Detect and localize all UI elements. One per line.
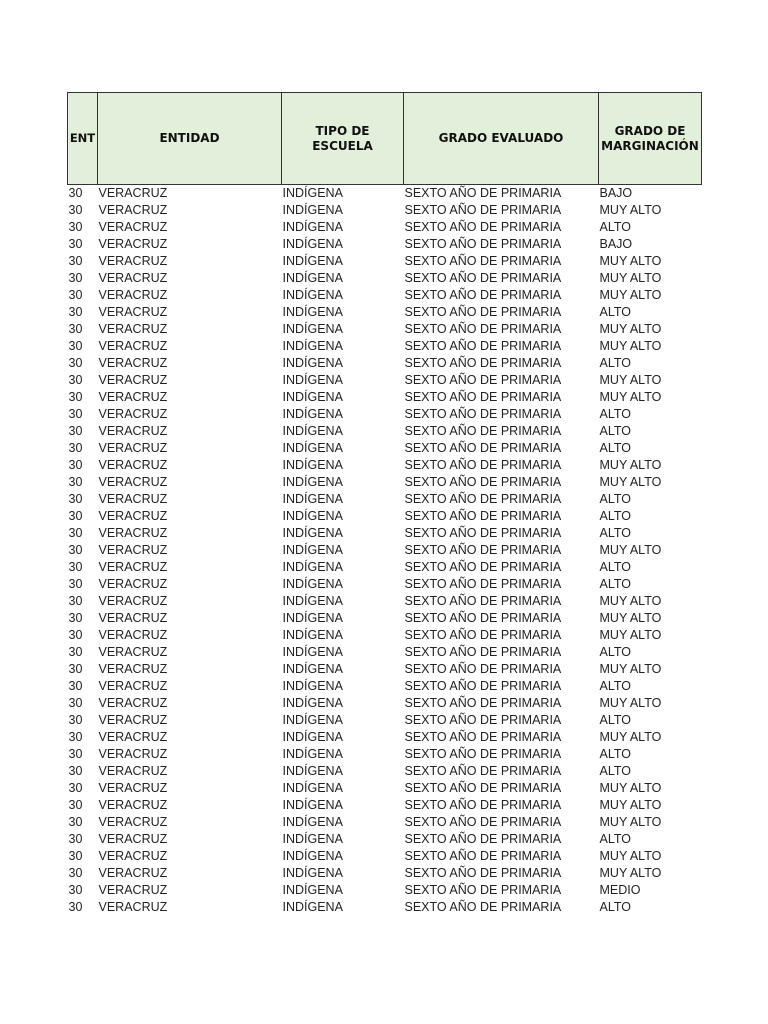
cell-ent: 30 [68,662,83,676]
cell-ent: 30 [68,203,83,217]
cell-entidad: VERACRUZ [98,237,168,251]
cell-entidad: VERACRUZ [98,832,168,846]
cell-entidad: VERACRUZ [98,696,168,710]
table-row [68,542,702,559]
cell-grado-evaluado: SEXTO AÑO DE PRIMARIA [404,254,562,268]
cell-grado-de-marginacion: MUY ALTO [599,628,662,642]
cell-grado-de-marginacion: MUY ALTO [599,798,662,812]
cell-ent: 30 [68,475,83,489]
cell-tipo-de-escuela: INDÍGENA [282,339,343,353]
cell-ent: 30 [68,492,83,506]
cell-entidad: VERACRUZ [98,849,168,863]
table-row [68,780,702,797]
cell-tipo-de-escuela: INDÍGENA [282,186,343,200]
cell-ent: 30 [68,390,83,404]
cell-grado-de-marginacion: ALTO [599,509,631,523]
cell-grado-de-marginacion: ALTO [599,577,631,591]
cell-ent: 30 [68,645,83,659]
cell-grado-de-marginacion: MUY ALTO [599,254,662,268]
cell-grado-de-marginacion: ALTO [599,220,631,234]
cell-entidad: VERACRUZ [98,305,168,319]
cell-ent: 30 [68,594,83,608]
cell-ent: 30 [68,526,83,540]
cell-grado-de-marginacion: BAJO [599,237,633,251]
cell-tipo-de-escuela: INDÍGENA [282,849,343,863]
cell-tipo-de-escuela: INDÍGENA [282,662,343,676]
cell-entidad: VERACRUZ [98,730,168,744]
cell-tipo-de-escuela: INDÍGENA [282,798,343,812]
cell-ent: 30 [68,288,83,302]
cell-tipo-de-escuela: INDÍGENA [282,407,343,421]
cell-entidad: VERACRUZ [98,220,168,234]
cell-tipo-de-escuela: INDÍGENA [282,441,343,455]
cell-entidad: VERACRUZ [98,203,168,217]
cell-grado-evaluado: SEXTO AÑO DE PRIMARIA [404,509,562,523]
cell-ent: 30 [68,577,83,591]
cell-entidad: VERACRUZ [98,577,168,591]
cell-grado-de-marginacion: ALTO [599,305,631,319]
cell-tipo-de-escuela: INDÍGENA [282,475,343,489]
cell-grado-de-marginacion: MUY ALTO [599,815,662,829]
cell-grado-evaluado: SEXTO AÑO DE PRIMARIA [404,356,562,370]
cell-grado-de-marginacion: MUY ALTO [599,475,662,489]
cell-tipo-de-escuela: INDÍGENA [282,883,343,897]
cell-entidad: VERACRUZ [98,186,168,200]
cell-entidad: VERACRUZ [98,611,168,625]
cell-grado-evaluado: SEXTO AÑO DE PRIMARIA [404,832,562,846]
cell-ent: 30 [68,373,83,387]
cell-grado-de-marginacion: MUY ALTO [599,849,662,863]
table-row [68,525,702,542]
table-row [68,848,702,865]
cell-ent: 30 [68,305,83,319]
table-row [68,729,702,746]
cell-grado-de-marginacion: MUY ALTO [599,390,662,404]
table-row [68,508,702,525]
cell-ent: 30 [68,730,83,744]
cell-entidad: VERACRUZ [98,645,168,659]
cell-grado-de-marginacion: MUY ALTO [599,696,662,710]
table-row [68,440,702,457]
cell-entidad: VERACRUZ [98,900,168,914]
cell-grado-evaluado: SEXTO AÑO DE PRIMARIA [404,628,562,642]
cell-grado-de-marginacion: ALTO [599,832,631,846]
cell-grado-evaluado: SEXTO AÑO DE PRIMARIA [404,220,562,234]
cell-entidad: VERACRUZ [98,594,168,608]
cell-ent: 30 [68,764,83,778]
table-row [68,253,702,270]
cell-grado-evaluado: SEXTO AÑO DE PRIMARIA [404,866,562,880]
cell-entidad: VERACRUZ [98,424,168,438]
cell-entidad: VERACRUZ [98,288,168,302]
cell-grado-evaluado: SEXTO AÑO DE PRIMARIA [404,577,562,591]
cell-entidad: VERACRUZ [98,509,168,523]
cell-ent: 30 [68,696,83,710]
cell-entidad: VERACRUZ [98,407,168,421]
table-row [68,831,702,848]
header-row [68,93,702,185]
cell-tipo-de-escuela: INDÍGENA [282,509,343,523]
cell-entidad: VERACRUZ [98,339,168,353]
cell-ent: 30 [68,543,83,557]
cell-grado-evaluado: SEXTO AÑO DE PRIMARIA [404,390,562,404]
table-row [68,491,702,508]
cell-entidad: VERACRUZ [98,254,168,268]
header-grado-evaluado: GRADO EVALUADO [404,93,599,185]
cell-grado-de-marginacion: MUY ALTO [599,543,662,557]
cell-tipo-de-escuela: INDÍGENA [282,254,343,268]
cell-entidad: VERACRUZ [98,322,168,336]
cell-grado-evaluado: SEXTO AÑO DE PRIMARIA [404,492,562,506]
cell-ent: 30 [68,747,83,761]
cell-ent: 30 [68,560,83,574]
cell-grado-de-marginacion: MUY ALTO [599,203,662,217]
cell-grado-evaluado: SEXTO AÑO DE PRIMARIA [404,764,562,778]
cell-grado-de-marginacion: ALTO [599,424,631,438]
cell-tipo-de-escuela: INDÍGENA [282,696,343,710]
table-row [68,763,702,780]
cell-entidad: VERACRUZ [98,560,168,574]
cell-tipo-de-escuela: INDÍGENA [282,220,343,234]
cell-tipo-de-escuela: INDÍGENA [282,866,343,880]
cell-ent: 30 [68,628,83,642]
cell-grado-evaluado: SEXTO AÑO DE PRIMARIA [404,322,562,336]
header-entidad: ENTIDAD [98,93,282,185]
table-row [68,712,702,729]
cell-grado-de-marginacion: ALTO [599,747,631,761]
cell-ent: 30 [68,458,83,472]
cell-grado-de-marginacion: BAJO [599,186,633,200]
cell-ent: 30 [68,781,83,795]
cell-grado-evaluado: SEXTO AÑO DE PRIMARIA [404,458,562,472]
spreadsheet-page [67,92,701,916]
cell-tipo-de-escuela: INDÍGENA [282,356,343,370]
cell-tipo-de-escuela: INDÍGENA [282,594,343,608]
cell-grado-de-marginacion: ALTO [599,764,631,778]
cell-tipo-de-escuela: INDÍGENA [282,577,343,591]
table-row [68,236,702,253]
cell-entidad: VERACRUZ [98,271,168,285]
table-row [68,321,702,338]
cell-grado-evaluado: SEXTO AÑO DE PRIMARIA [404,611,562,625]
cell-ent: 30 [68,832,83,846]
table-row [68,389,702,406]
cell-grado-de-marginacion: MUY ALTO [599,730,662,744]
cell-grado-evaluado: SEXTO AÑO DE PRIMARIA [404,883,562,897]
cell-ent: 30 [68,339,83,353]
cell-ent: 30 [68,441,83,455]
table-row [68,457,702,474]
cell-grado-de-marginacion: ALTO [599,645,631,659]
table-row [68,644,702,661]
cell-tipo-de-escuela: INDÍGENA [282,373,343,387]
header-grado-de-marginacion: GRADO DE MARGINACIÓN [599,93,702,185]
cell-grado-evaluado: SEXTO AÑO DE PRIMARIA [404,798,562,812]
cell-tipo-de-escuela: INDÍGENA [282,832,343,846]
cell-grado-de-marginacion: MUY ALTO [599,458,662,472]
cell-entidad: VERACRUZ [98,390,168,404]
cell-grado-evaluado: SEXTO AÑO DE PRIMARIA [404,662,562,676]
cell-ent: 30 [68,322,83,336]
cell-ent: 30 [68,866,83,880]
cell-grado-de-marginacion: MUY ALTO [599,271,662,285]
cell-ent: 30 [68,849,83,863]
cell-tipo-de-escuela: INDÍGENA [282,526,343,540]
cell-grado-de-marginacion: MUY ALTO [599,781,662,795]
cell-ent: 30 [68,815,83,829]
cell-entidad: VERACRUZ [98,781,168,795]
cell-grado-evaluado: SEXTO AÑO DE PRIMARIA [404,203,562,217]
cell-ent: 30 [68,220,83,234]
cell-grado-evaluado: SEXTO AÑO DE PRIMARIA [404,424,562,438]
table-row [68,746,702,763]
cell-tipo-de-escuela: INDÍGENA [282,679,343,693]
table-row [68,576,702,593]
cell-grado-de-marginacion: MUY ALTO [599,322,662,336]
cell-ent: 30 [68,509,83,523]
cell-entidad: VERACRUZ [98,458,168,472]
cell-tipo-de-escuela: INDÍGENA [282,645,343,659]
cell-entidad: VERACRUZ [98,662,168,676]
cell-tipo-de-escuela: INDÍGENA [282,305,343,319]
cell-grado-evaluado: SEXTO AÑO DE PRIMARIA [404,645,562,659]
cell-entidad: VERACRUZ [98,475,168,489]
cell-grado-de-marginacion: ALTO [599,560,631,574]
cell-ent: 30 [68,237,83,251]
cell-grado-de-marginacion: ALTO [599,441,631,455]
cell-ent: 30 [68,356,83,370]
cell-ent: 30 [68,271,83,285]
cell-ent: 30 [68,424,83,438]
table-row [68,304,702,321]
cell-entidad: VERACRUZ [98,356,168,370]
cell-grado-de-marginacion: MUY ALTO [599,339,662,353]
cell-grado-evaluado: SEXTO AÑO DE PRIMARIA [404,441,562,455]
cell-grado-evaluado: SEXTO AÑO DE PRIMARIA [404,526,562,540]
cell-grado-de-marginacion: ALTO [599,713,631,727]
table-row [68,372,702,389]
cell-grado-de-marginacion: MUY ALTO [599,288,662,302]
cell-entidad: VERACRUZ [98,441,168,455]
cell-grado-evaluado: SEXTO AÑO DE PRIMARIA [404,186,562,200]
data-table [67,92,702,916]
cell-ent: 30 [68,713,83,727]
cell-grado-de-marginacion: ALTO [599,356,631,370]
table-row [68,695,702,712]
cell-ent: 30 [68,186,83,200]
cell-grado-de-marginacion: MEDIO [599,883,641,897]
cell-grado-evaluado: SEXTO AÑO DE PRIMARIA [404,815,562,829]
cell-tipo-de-escuela: INDÍGENA [282,543,343,557]
header-tipo-de-escuela: TIPO DE ESCUELA [282,93,404,185]
cell-grado-de-marginacion: MUY ALTO [599,611,662,625]
cell-tipo-de-escuela: INDÍGENA [282,203,343,217]
cell-tipo-de-escuela: INDÍGENA [282,288,343,302]
cell-entidad: VERACRUZ [98,679,168,693]
cell-grado-evaluado: SEXTO AÑO DE PRIMARIA [404,679,562,693]
cell-grado-evaluado: SEXTO AÑO DE PRIMARIA [404,543,562,557]
cell-grado-de-marginacion: MUY ALTO [599,866,662,880]
cell-grado-evaluado: SEXTO AÑO DE PRIMARIA [404,713,562,727]
cell-grado-evaluado: SEXTO AÑO DE PRIMARIA [404,730,562,744]
cell-tipo-de-escuela: INDÍGENA [282,730,343,744]
table-header [68,93,702,185]
cell-grado-evaluado: SEXTO AÑO DE PRIMARIA [404,305,562,319]
cell-ent: 30 [68,798,83,812]
table-row [68,865,702,882]
cell-ent: 30 [68,679,83,693]
table-row [68,406,702,423]
cell-grado-evaluado: SEXTO AÑO DE PRIMARIA [404,696,562,710]
cell-entidad: VERACRUZ [98,798,168,812]
cell-tipo-de-escuela: INDÍGENA [282,611,343,625]
table-row [68,559,702,576]
table-row [68,593,702,610]
cell-entidad: VERACRUZ [98,628,168,642]
cell-tipo-de-escuela: INDÍGENA [282,271,343,285]
cell-tipo-de-escuela: INDÍGENA [282,815,343,829]
cell-grado-de-marginacion: ALTO [599,679,631,693]
table-row [68,355,702,372]
cell-tipo-de-escuela: INDÍGENA [282,322,343,336]
table-row [68,338,702,355]
table-body [68,185,702,917]
cell-grado-evaluado: SEXTO AÑO DE PRIMARIA [404,594,562,608]
cell-entidad: VERACRUZ [98,526,168,540]
cell-tipo-de-escuela: INDÍGENA [282,560,343,574]
cell-entidad: VERACRUZ [98,747,168,761]
cell-entidad: VERACRUZ [98,815,168,829]
table-row [68,797,702,814]
table-row [68,882,702,899]
cell-entidad: VERACRUZ [98,713,168,727]
cell-grado-evaluado: SEXTO AÑO DE PRIMARIA [404,407,562,421]
cell-ent: 30 [68,407,83,421]
cell-grado-de-marginacion: MUY ALTO [599,594,662,608]
cell-entidad: VERACRUZ [98,883,168,897]
cell-entidad: VERACRUZ [98,866,168,880]
cell-ent: 30 [68,254,83,268]
cell-ent: 30 [68,611,83,625]
cell-grado-evaluado: SEXTO AÑO DE PRIMARIA [404,475,562,489]
cell-ent: 30 [68,900,83,914]
cell-tipo-de-escuela: INDÍGENA [282,747,343,761]
cell-grado-evaluado: SEXTO AÑO DE PRIMARIA [404,373,562,387]
cell-grado-evaluado: SEXTO AÑO DE PRIMARIA [404,339,562,353]
table-row [68,814,702,831]
cell-grado-evaluado: SEXTO AÑO DE PRIMARIA [404,271,562,285]
table-row [68,474,702,491]
table-row [68,202,702,219]
cell-tipo-de-escuela: INDÍGENA [282,781,343,795]
cell-tipo-de-escuela: INDÍGENA [282,237,343,251]
cell-entidad: VERACRUZ [98,492,168,506]
cell-tipo-de-escuela: INDÍGENA [282,900,343,914]
cell-entidad: VERACRUZ [98,764,168,778]
cell-tipo-de-escuela: INDÍGENA [282,458,343,472]
cell-grado-evaluado: SEXTO AÑO DE PRIMARIA [404,560,562,574]
cell-tipo-de-escuela: INDÍGENA [282,492,343,506]
cell-ent: 30 [68,883,83,897]
table-row [68,610,702,627]
table-row [68,287,702,304]
cell-grado-de-marginacion: MUY ALTO [599,662,662,676]
table-row [68,270,702,287]
cell-grado-de-marginacion: ALTO [599,900,631,914]
table-row [68,219,702,236]
cell-grado-evaluado: SEXTO AÑO DE PRIMARIA [404,781,562,795]
table-row [68,185,702,203]
cell-grado-de-marginacion: ALTO [599,407,631,421]
cell-entidad: VERACRUZ [98,543,168,557]
header-ent: ENT [68,93,98,185]
cell-tipo-de-escuela: INDÍGENA [282,713,343,727]
cell-grado-de-marginacion: MUY ALTO [599,373,662,387]
table-row [68,423,702,440]
cell-entidad: VERACRUZ [98,373,168,387]
table-row [68,627,702,644]
cell-grado-evaluado: SEXTO AÑO DE PRIMARIA [404,288,562,302]
cell-grado-evaluado: SEXTO AÑO DE PRIMARIA [404,900,562,914]
table-row [68,661,702,678]
cell-grado-evaluado: SEXTO AÑO DE PRIMARIA [404,237,562,251]
cell-grado-evaluado: SEXTO AÑO DE PRIMARIA [404,747,562,761]
cell-tipo-de-escuela: INDÍGENA [282,424,343,438]
cell-tipo-de-escuela: INDÍGENA [282,628,343,642]
table-row [68,899,702,916]
cell-grado-evaluado: SEXTO AÑO DE PRIMARIA [404,849,562,863]
cell-grado-de-marginacion: ALTO [599,492,631,506]
cell-tipo-de-escuela: INDÍGENA [282,390,343,404]
cell-grado-de-marginacion: ALTO [599,526,631,540]
cell-tipo-de-escuela: INDÍGENA [282,764,343,778]
table-row [68,678,702,695]
